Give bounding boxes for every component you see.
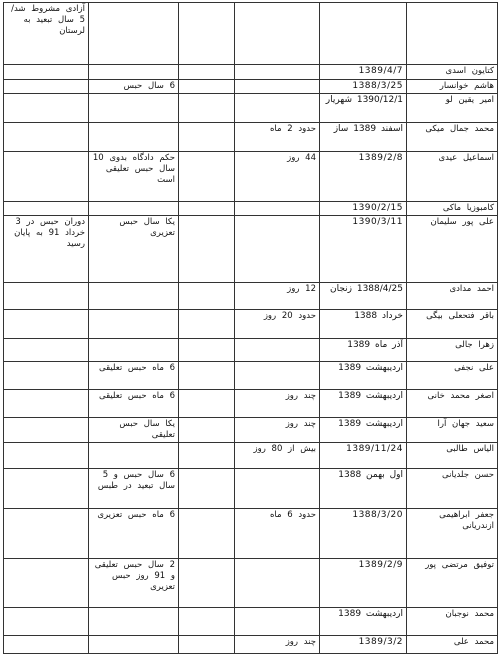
table-cell: بیش از 80 روز: [235, 443, 320, 469]
table-cell: 6 سال حبس: [89, 80, 179, 94]
table-cell: چند روز: [235, 636, 320, 654]
table-cell: [4, 123, 89, 152]
table-cell: 1389/2/9: [320, 559, 407, 608]
table-cell: اردیبهشت 1389: [320, 390, 407, 418]
table-cell: [4, 443, 89, 469]
table-cell: [4, 390, 89, 418]
table-cell: [89, 339, 179, 362]
table-cell: 2 سال حبس تعلیقی و 91 روز حبس تعزیری: [89, 559, 179, 608]
table-cell: 44 روز: [235, 152, 320, 202]
table-cell: 6 ماه حبس تعزیری: [89, 509, 179, 559]
table-cell: آذر ماه 1389: [320, 339, 407, 362]
table-row: [4, 469, 498, 509]
table-cell: زهرا جالی: [407, 339, 498, 362]
table-cell: [4, 559, 89, 608]
table-cell: 6 ماه حبس تعلیقی: [89, 362, 179, 390]
table-row: [4, 216, 498, 283]
table-row: [4, 152, 498, 202]
table-cell: [89, 202, 179, 216]
table-cell: اردیبهشت 1389: [320, 608, 407, 636]
table-cell: [179, 152, 235, 202]
table-cell: [407, 3, 498, 65]
table-row: [4, 418, 498, 443]
table-cell: حدود 6 ماه: [235, 509, 320, 559]
table-cell: [4, 636, 89, 654]
table-cell: 6 ماه حبس تعلیقی: [89, 390, 179, 418]
table-cell: [235, 339, 320, 362]
table-row: [4, 65, 498, 80]
table-row: [4, 283, 498, 310]
table-cell: [4, 94, 89, 123]
table-cell: 1389/4/7: [320, 65, 407, 80]
table-cell: [89, 636, 179, 654]
table-cell: [179, 443, 235, 469]
table-cell: [4, 469, 89, 509]
table-cell: 12 روز: [235, 283, 320, 310]
table-cell: [235, 65, 320, 80]
table-row: [4, 362, 498, 390]
table-cell: 1389/11/24: [320, 443, 407, 469]
table-cell: علی پور سلیمان: [407, 216, 498, 283]
table-row: [4, 94, 498, 123]
table-row: [4, 636, 498, 654]
table-cell: [179, 94, 235, 123]
table-cell: [179, 390, 235, 418]
table-cell: یکا سال حبس تعزیری: [89, 216, 179, 283]
table-row: [4, 123, 498, 152]
table-cell: [4, 362, 89, 390]
table-cell: [179, 608, 235, 636]
table-cell: [89, 310, 179, 339]
table-cell: [4, 310, 89, 339]
table-cell: باقر فتحعلی بیگی: [407, 310, 498, 339]
table-cell: [4, 283, 89, 310]
table-cell: [4, 80, 89, 94]
table-cell: [4, 509, 89, 559]
table-cell: [235, 80, 320, 94]
table-cell: [179, 80, 235, 94]
table-cell: علی نجفی: [407, 362, 498, 390]
table-cell: کامبوزیا ماکی: [407, 202, 498, 216]
table-cell: محمد علی: [407, 636, 498, 654]
table-cell: 1388/3/25: [320, 80, 407, 94]
table-body: [4, 3, 498, 654]
table-cell: [235, 362, 320, 390]
table-cell: الیاس طالبی: [407, 443, 498, 469]
table-cell: [179, 3, 235, 65]
table-cell: [89, 94, 179, 123]
table-cell: [89, 443, 179, 469]
table-cell: [179, 559, 235, 608]
table-row: [4, 310, 498, 339]
table-cell: کتایون اسدی: [407, 65, 498, 80]
table-cell: 1388/3/20: [320, 509, 407, 559]
table-cell: توفیق مرتضی پور: [407, 559, 498, 608]
table-cell: [235, 469, 320, 509]
table-cell: اصغر محمد خانی: [407, 390, 498, 418]
table-cell: [235, 202, 320, 216]
table-row: [4, 339, 498, 362]
table-cell: [235, 608, 320, 636]
table-cell: 1390/2/15: [320, 202, 407, 216]
table-row: [4, 202, 498, 216]
table-cell: اسماعیل عیدی: [407, 152, 498, 202]
table-row: [4, 443, 498, 469]
table-cell: جعفر ابراهیمی ازندریانی: [407, 509, 498, 559]
table-cell: 1390/3/11: [320, 216, 407, 283]
table-cell: اسفند 1389 ساز: [320, 123, 407, 152]
table-cell: [179, 283, 235, 310]
table-cell: [179, 310, 235, 339]
table-cell: احمد مدادی: [407, 283, 498, 310]
table-row: [4, 390, 498, 418]
table-cell: [320, 3, 407, 65]
table-cell: آزادی مشروط شد/ 5 سال تبعید به لرستان: [4, 3, 89, 65]
table-cell: امیر یقین لو: [407, 94, 498, 123]
table-cell: 1390/12/1 شهریار: [320, 94, 407, 123]
table-cell: 1389/3/2: [320, 636, 407, 654]
table-row: [4, 608, 498, 636]
table-cell: [4, 418, 89, 443]
table-cell: [89, 3, 179, 65]
table-row: [4, 559, 498, 608]
table-cell: [179, 216, 235, 283]
table-cell: [179, 362, 235, 390]
table-cell: [235, 559, 320, 608]
table-cell: [4, 65, 89, 80]
data-table: [3, 2, 498, 654]
table-cell: [89, 283, 179, 310]
table-row: [4, 509, 498, 559]
table-cell: [179, 339, 235, 362]
table-cell: 1388/4/25 زنجان: [320, 283, 407, 310]
table-cell: حدود 2 ماه: [235, 123, 320, 152]
table-cell: [179, 65, 235, 80]
table-cell: [235, 3, 320, 65]
table-cell: خرداد 1388: [320, 310, 407, 339]
table-cell: [179, 509, 235, 559]
table-cell: [89, 65, 179, 80]
table-cell: یکا سال حبس تعلیقی: [89, 418, 179, 443]
table-row: [4, 80, 498, 94]
table-cell: اردیبهشت 1389: [320, 418, 407, 443]
table-cell: [179, 418, 235, 443]
table-cell: [179, 469, 235, 509]
table-row: [4, 3, 498, 65]
table-cell: حکم دادگاه بدوی 10 سال حبس تعلیقی است: [89, 152, 179, 202]
table-cell: حسن جلدیانی: [407, 469, 498, 509]
table-cell: [89, 608, 179, 636]
table-cell: [179, 123, 235, 152]
table-cell: [89, 123, 179, 152]
table-cell: [4, 339, 89, 362]
table-cell: هاشم خوانسار: [407, 80, 498, 94]
table-cell: چند روز: [235, 390, 320, 418]
table-cell: اول بهمن 1388: [320, 469, 407, 509]
table-cell: [179, 636, 235, 654]
table-cell: [4, 202, 89, 216]
table-cell: دوران حبس در 3 خرداد 91 به پایان رسید: [4, 216, 89, 283]
table-cell: اردیبهشت 1389: [320, 362, 407, 390]
table-cell: 1389/2/8: [320, 152, 407, 202]
table-cell: [4, 608, 89, 636]
table-cell: [235, 216, 320, 283]
table-cell: حدود 20 روز: [235, 310, 320, 339]
table-cell: محمد جمال میکی: [407, 123, 498, 152]
table-cell: چند روز: [235, 418, 320, 443]
table-cell: [235, 94, 320, 123]
table-cell: سعید جهان آرا: [407, 418, 498, 443]
table-cell: [4, 152, 89, 202]
table-cell: [179, 202, 235, 216]
table-cell: محمد نوجبان: [407, 608, 498, 636]
table-cell: 6 سال حبس و 5 سال تبعید در طبس: [89, 469, 179, 509]
